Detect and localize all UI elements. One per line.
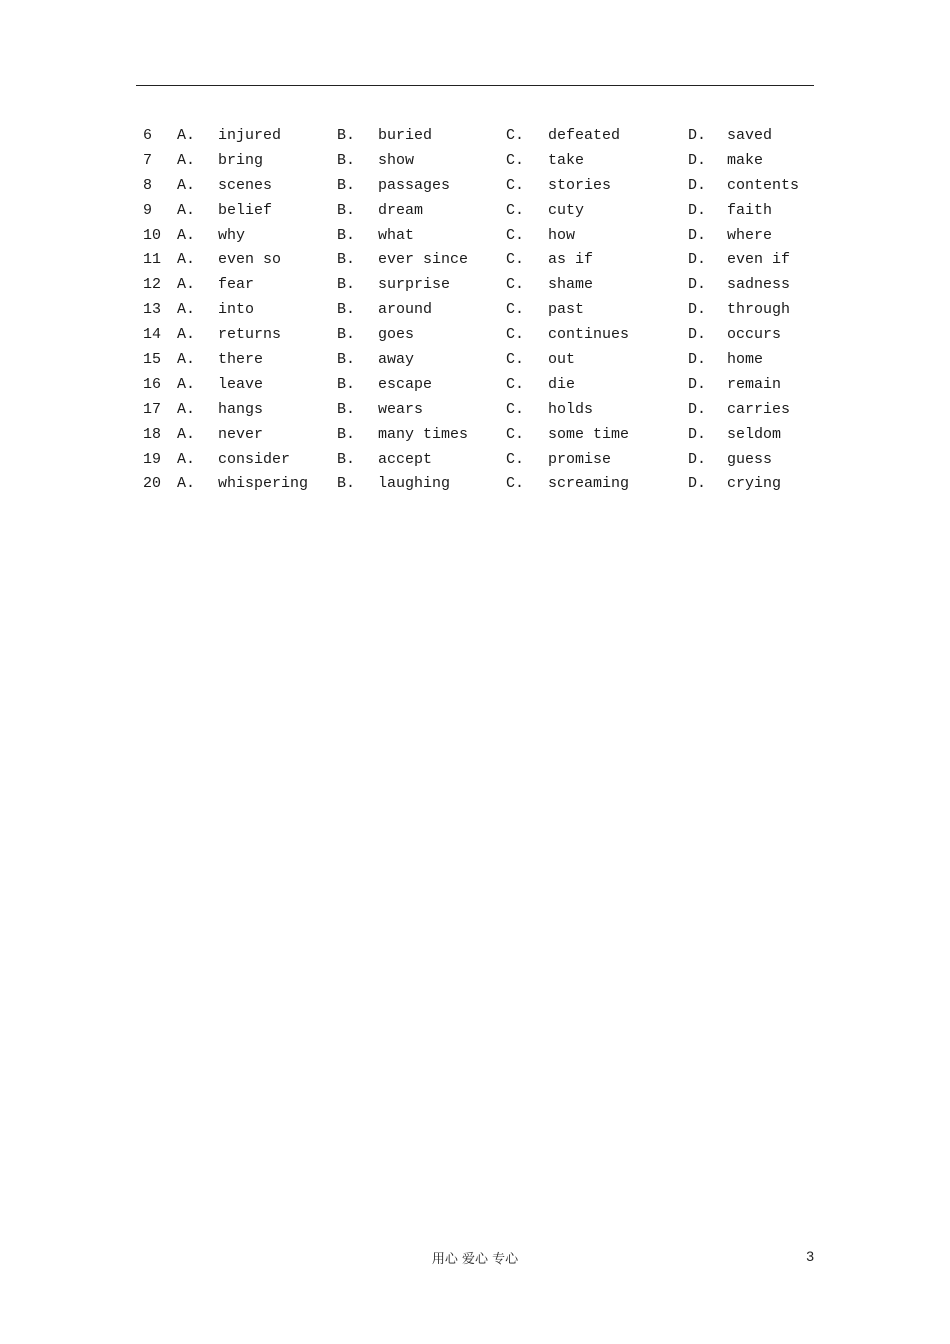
question-row [0,398,950,423]
option-a-letter: A. [177,400,196,418]
option-b-text: dream [378,201,424,219]
question-number: 10 [143,226,162,244]
option-d-letter: D. [688,201,707,219]
option-d-text: sadness [727,276,791,294]
option-c-text: stories [548,176,612,194]
option-a-letter: A. [177,326,196,344]
option-c-text: past [548,301,585,319]
option-a-text: why [218,226,246,244]
option-d-text: saved [727,127,773,144]
page-number: 3 [806,1248,814,1264]
option-c-text: some time [548,425,630,443]
option-d-letter: D. [688,276,707,294]
option-a-letter: A. [177,375,196,393]
option-b-letter: B. [337,400,356,418]
question-number: 8 [143,176,153,194]
option-d-text: seldom [727,425,782,443]
option-b-text: around [378,301,433,319]
option-a-text: there [218,351,264,369]
question-row [0,174,950,199]
option-c-letter: C. [506,425,525,443]
option-b-text: many times [378,425,469,443]
option-d-text: where [727,226,773,244]
option-c-text: cuty [548,201,585,219]
option-c-text: out [548,351,576,369]
option-d-letter: D. [688,151,707,169]
option-d-text: occurs [727,326,782,344]
option-c-text: holds [548,400,594,418]
option-a-letter: A. [177,151,196,169]
option-a-letter: A. [177,425,196,443]
option-c-letter: C. [506,450,525,468]
question-row [0,199,950,224]
option-a-letter: A. [177,301,196,319]
option-d-letter: D. [688,375,707,393]
option-d-text: even if [727,251,791,269]
option-c-text: die [548,375,576,393]
option-b-letter: B. [337,375,356,393]
option-c-letter: C. [506,351,525,369]
option-c-text: as if [548,251,594,269]
option-b-letter: B. [337,201,356,219]
option-a-text: even so [218,251,282,269]
option-b-letter: B. [337,425,356,443]
option-a-letter: A. [177,251,196,269]
option-b-text: surprise [378,276,451,294]
question-row [0,248,950,273]
option-a-text: never [218,425,264,443]
footer-motto: 用心 爱心 专心 [431,1252,519,1267]
option-c-text: screaming [548,475,630,493]
option-b-letter: B. [337,301,356,319]
option-a-text: consider [218,450,291,468]
option-b-letter: B. [337,450,356,468]
answer-options-list [0,124,950,497]
option-d-text: crying [727,475,782,493]
option-d-text: home [727,351,764,369]
option-c-text: promise [548,450,612,468]
option-d-letter: D. [688,226,707,244]
option-b-text: passages [378,176,451,194]
option-b-letter: B. [337,276,356,294]
option-d-letter: D. [688,301,707,319]
question-number: 12 [143,276,162,294]
option-b-text: goes [378,326,415,344]
option-b-letter: B. [337,176,356,194]
option-d-letter: D. [688,127,707,144]
option-d-letter: D. [688,425,707,443]
option-d-text: remain [727,375,782,393]
option-a-text: injured [218,127,282,144]
option-c-letter: C. [506,475,525,493]
option-a-letter: A. [177,276,196,294]
option-a-text: scenes [218,176,273,194]
question-row [0,124,950,149]
option-d-text: make [727,151,764,169]
option-b-letter: B. [337,475,356,493]
option-d-letter: D. [688,326,707,344]
option-b-letter: B. [337,351,356,369]
question-row [0,423,950,448]
option-c-letter: C. [506,301,525,319]
option-b-text: buried [378,127,433,144]
option-c-letter: C. [506,326,525,344]
question-row [0,448,950,473]
option-b-letter: B. [337,127,356,144]
question-number: 16 [143,375,162,393]
question-row [0,348,950,373]
option-a-letter: A. [177,201,196,219]
option-c-letter: C. [506,251,525,269]
option-d-text: guess [727,450,773,468]
question-number: 11 [143,251,162,269]
option-a-text: returns [218,326,282,344]
question-number: 7 [143,151,153,169]
option-a-letter: A. [177,226,196,244]
option-a-letter: A. [177,127,196,144]
option-b-letter: B. [337,251,356,269]
option-b-letter: B. [337,226,356,244]
question-row [0,224,950,249]
question-number: 9 [143,201,153,219]
option-c-letter: C. [506,276,525,294]
option-d-letter: D. [688,176,707,194]
option-a-text: leave [218,375,264,393]
option-a-letter: A. [177,475,196,493]
option-d-letter: D. [688,351,707,369]
question-row [0,472,950,497]
option-a-text: bring [218,151,264,169]
option-a-text: belief [218,201,273,219]
option-d-letter: D. [688,400,707,418]
option-c-letter: C. [506,400,525,418]
option-c-letter: C. [506,226,525,244]
option-d-text: faith [727,201,773,219]
option-a-text: hangs [218,400,264,418]
option-a-letter: A. [177,450,196,468]
question-row [0,298,950,323]
option-b-text: laughing [378,475,451,493]
option-c-text: how [548,226,576,244]
question-row [0,149,950,174]
option-a-text: fear [218,276,255,294]
option-d-letter: D. [688,450,707,468]
question-number: 17 [143,400,162,418]
option-d-text: through [727,301,791,319]
option-a-text: whispering [218,475,309,493]
option-b-letter: B. [337,326,356,344]
option-a-letter: A. [177,351,196,369]
option-c-letter: C. [506,151,525,169]
option-c-letter: C. [506,127,525,144]
option-d-text: contents [727,176,800,194]
option-d-letter: D. [688,475,707,493]
question-number: 6 [143,127,153,144]
option-b-text: accept [378,450,433,468]
option-c-letter: C. [506,375,525,393]
question-row [0,323,950,348]
question-number: 13 [143,301,162,319]
question-number: 19 [143,450,162,468]
question-row [0,373,950,398]
option-d-text: carries [727,400,791,418]
question-number: 18 [143,425,162,443]
question-number: 20 [143,475,162,493]
option-b-text: escape [378,375,433,393]
option-b-letter: B. [337,151,356,169]
option-b-text: show [378,151,415,169]
option-b-text: away [378,351,415,369]
option-c-letter: C. [506,201,525,219]
option-c-letter: C. [506,176,525,194]
option-b-text: ever since [378,251,469,269]
header-rule [136,85,814,86]
option-d-letter: D. [688,251,707,269]
option-a-letter: A. [177,176,196,194]
question-number: 15 [143,351,162,369]
option-b-text: what [378,226,415,244]
option-c-text: continues [548,326,630,344]
option-c-text: defeated [548,127,621,144]
option-c-text: take [548,151,585,169]
question-row [0,273,950,298]
option-c-text: shame [548,276,594,294]
option-a-text: into [218,301,255,319]
question-number: 14 [143,326,162,344]
option-b-text: wears [378,400,424,418]
